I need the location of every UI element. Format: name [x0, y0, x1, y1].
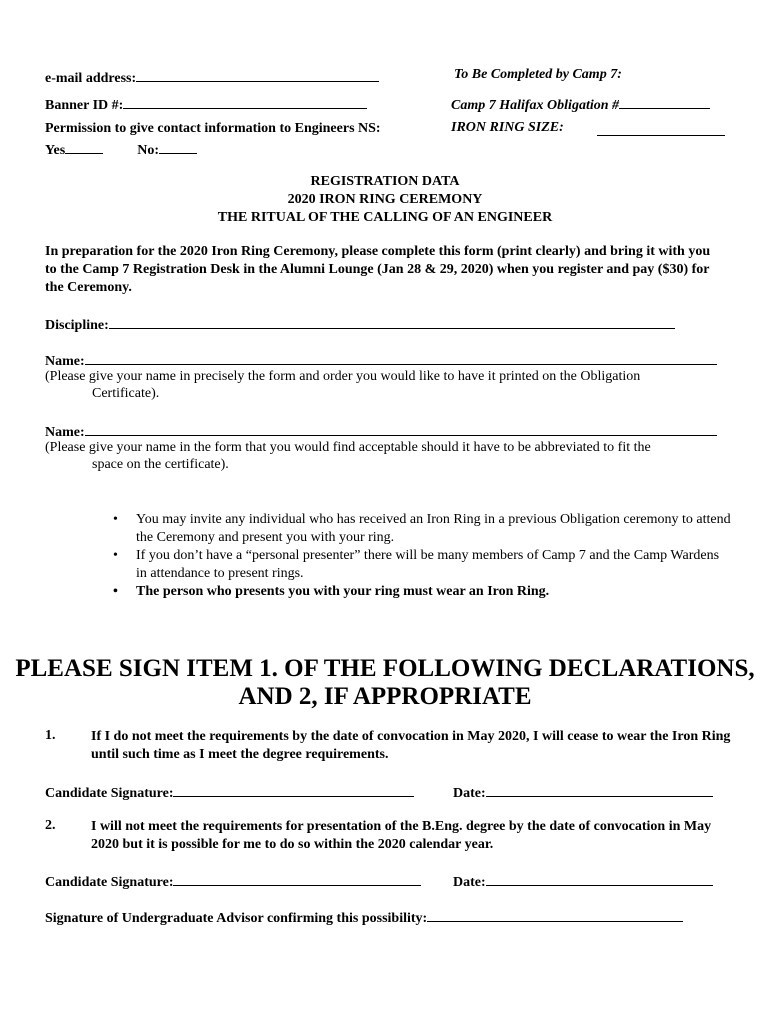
- bullet-icon: •: [113, 584, 118, 599]
- yes-input-line[interactable]: [65, 139, 103, 154]
- camp-heading: To Be Completed by Camp 7:: [454, 67, 622, 82]
- date-label: Date:: [453, 875, 486, 890]
- item-1-text: If I do not meet the requirements by the date of convocation in May 2020, I will cease to wear the Iron Ring until such time as I meet the degree requirements.: [91, 729, 731, 762]
- permission-options: [45, 139, 197, 159]
- item-2-number: 2.: [45, 818, 56, 833]
- list-item: [112, 511, 732, 547]
- intro-paragraph: In preparation for the 2020 Iron Ring Ceremony, please complete this form (print clearly) and bring it with you to the Camp 7 Registration Desk in the Alumni Lounge (Jan 28 & 29, 2020) when you register and pay ($30) for the Ceremony.: [45, 244, 711, 295]
- declarations-heading-line-2: AND 2, IF APPROPRIATE: [238, 683, 532, 710]
- declarations-heading-line-1: PLEASE SIGN ITEM 1. OF THE FOLLOWING DECLARATIONS,: [15, 655, 755, 682]
- ring-size-label: IRON RING SIZE:: [451, 120, 564, 135]
- name-field-2: [45, 421, 717, 441]
- name-1-label: Name:: [45, 354, 85, 369]
- header-line-3: THE RITUAL OF THE CALLING OF AN ENGINEER: [217, 210, 553, 225]
- bullet-text: If you don’t have a “personal presenter” there will be many members of Camp 7 and the Camp Wardens in attendance to present rings.: [136, 548, 720, 581]
- name-2-note-cont: space on the certificate).: [92, 457, 229, 472]
- advisor-signature: [45, 907, 683, 927]
- email-field: [45, 67, 379, 87]
- candidate-signature-1: [45, 782, 414, 802]
- date-field-1: [453, 782, 713, 802]
- list-item: [112, 547, 732, 583]
- bullet-list: [112, 511, 732, 601]
- date-2-line[interactable]: [486, 871, 713, 886]
- no-label: No:: [137, 143, 160, 158]
- header-line-2: 2020 IRON RING CEREMONY: [287, 192, 483, 207]
- discipline-field: [45, 314, 675, 334]
- email-label: e-mail address:: [45, 71, 137, 86]
- candidate-signature-2: [45, 871, 421, 891]
- no-input-line[interactable]: [159, 139, 197, 154]
- obligation-label: Camp 7 Halifax Obligation #: [451, 98, 620, 113]
- date-1-line[interactable]: [486, 782, 713, 797]
- banner-id-field: [45, 94, 367, 114]
- yes-label: Yes: [45, 143, 66, 158]
- obligation-input-line[interactable]: [619, 94, 710, 109]
- candidate-signature-2-line[interactable]: [173, 871, 421, 886]
- name-1-note-cont: Certificate).: [92, 386, 160, 401]
- candidate-signature-1-line[interactable]: [173, 782, 414, 797]
- discipline-input-line[interactable]: [109, 314, 675, 329]
- bullet-icon: •: [113, 512, 118, 527]
- name-2-input-line[interactable]: [85, 421, 717, 436]
- obligation-field: [451, 94, 710, 114]
- banner-id-input-line[interactable]: [123, 94, 367, 109]
- name-1-input-line[interactable]: [85, 350, 717, 365]
- advisor-signature-line[interactable]: [427, 907, 683, 922]
- name-1-note: (Please give your name in precisely the form and order you would like to have it printed on the Obligation: [45, 369, 641, 384]
- bullet-text: The person who presents you with your ring must wear an Iron Ring.: [136, 584, 550, 599]
- candidate-signature-label: Candidate Signature:: [45, 875, 174, 890]
- name-2-label: Name:: [45, 425, 85, 440]
- date-label: Date:: [453, 786, 486, 801]
- bullet-icon: •: [113, 548, 118, 563]
- email-input-line[interactable]: [136, 67, 379, 82]
- advisor-signature-label: Signature of Undergraduate Advisor confirming this possibility:: [45, 911, 428, 926]
- item-2-text: I will not meet the requirements for presentation of the B.Eng. degree by the date of convocation in May 2020 but it is possible for me to do so within the 2020 calendar year.: [91, 819, 712, 852]
- header-line-1: REGISTRATION DATA: [310, 174, 460, 189]
- banner-id-label: Banner ID #:: [45, 98, 124, 113]
- name-field-1: [45, 350, 717, 370]
- date-field-2: [453, 871, 713, 891]
- name-2-note: (Please give your name in the form that you would find acceptable should it have to be abbreviated to fit the: [45, 440, 651, 455]
- candidate-signature-label: Candidate Signature:: [45, 786, 174, 801]
- item-1-number: 1.: [45, 728, 56, 743]
- permission-label: Permission to give contact information to Engineers NS:: [45, 121, 381, 136]
- discipline-label: Discipline:: [45, 318, 109, 333]
- bullet-text: You may invite any individual who has received an Iron Ring in a previous Obligation ceremony to attend the Ceremony and present you with your ring.: [136, 512, 731, 545]
- ring-size-input-line[interactable]: [597, 121, 725, 136]
- list-item: [112, 583, 732, 601]
